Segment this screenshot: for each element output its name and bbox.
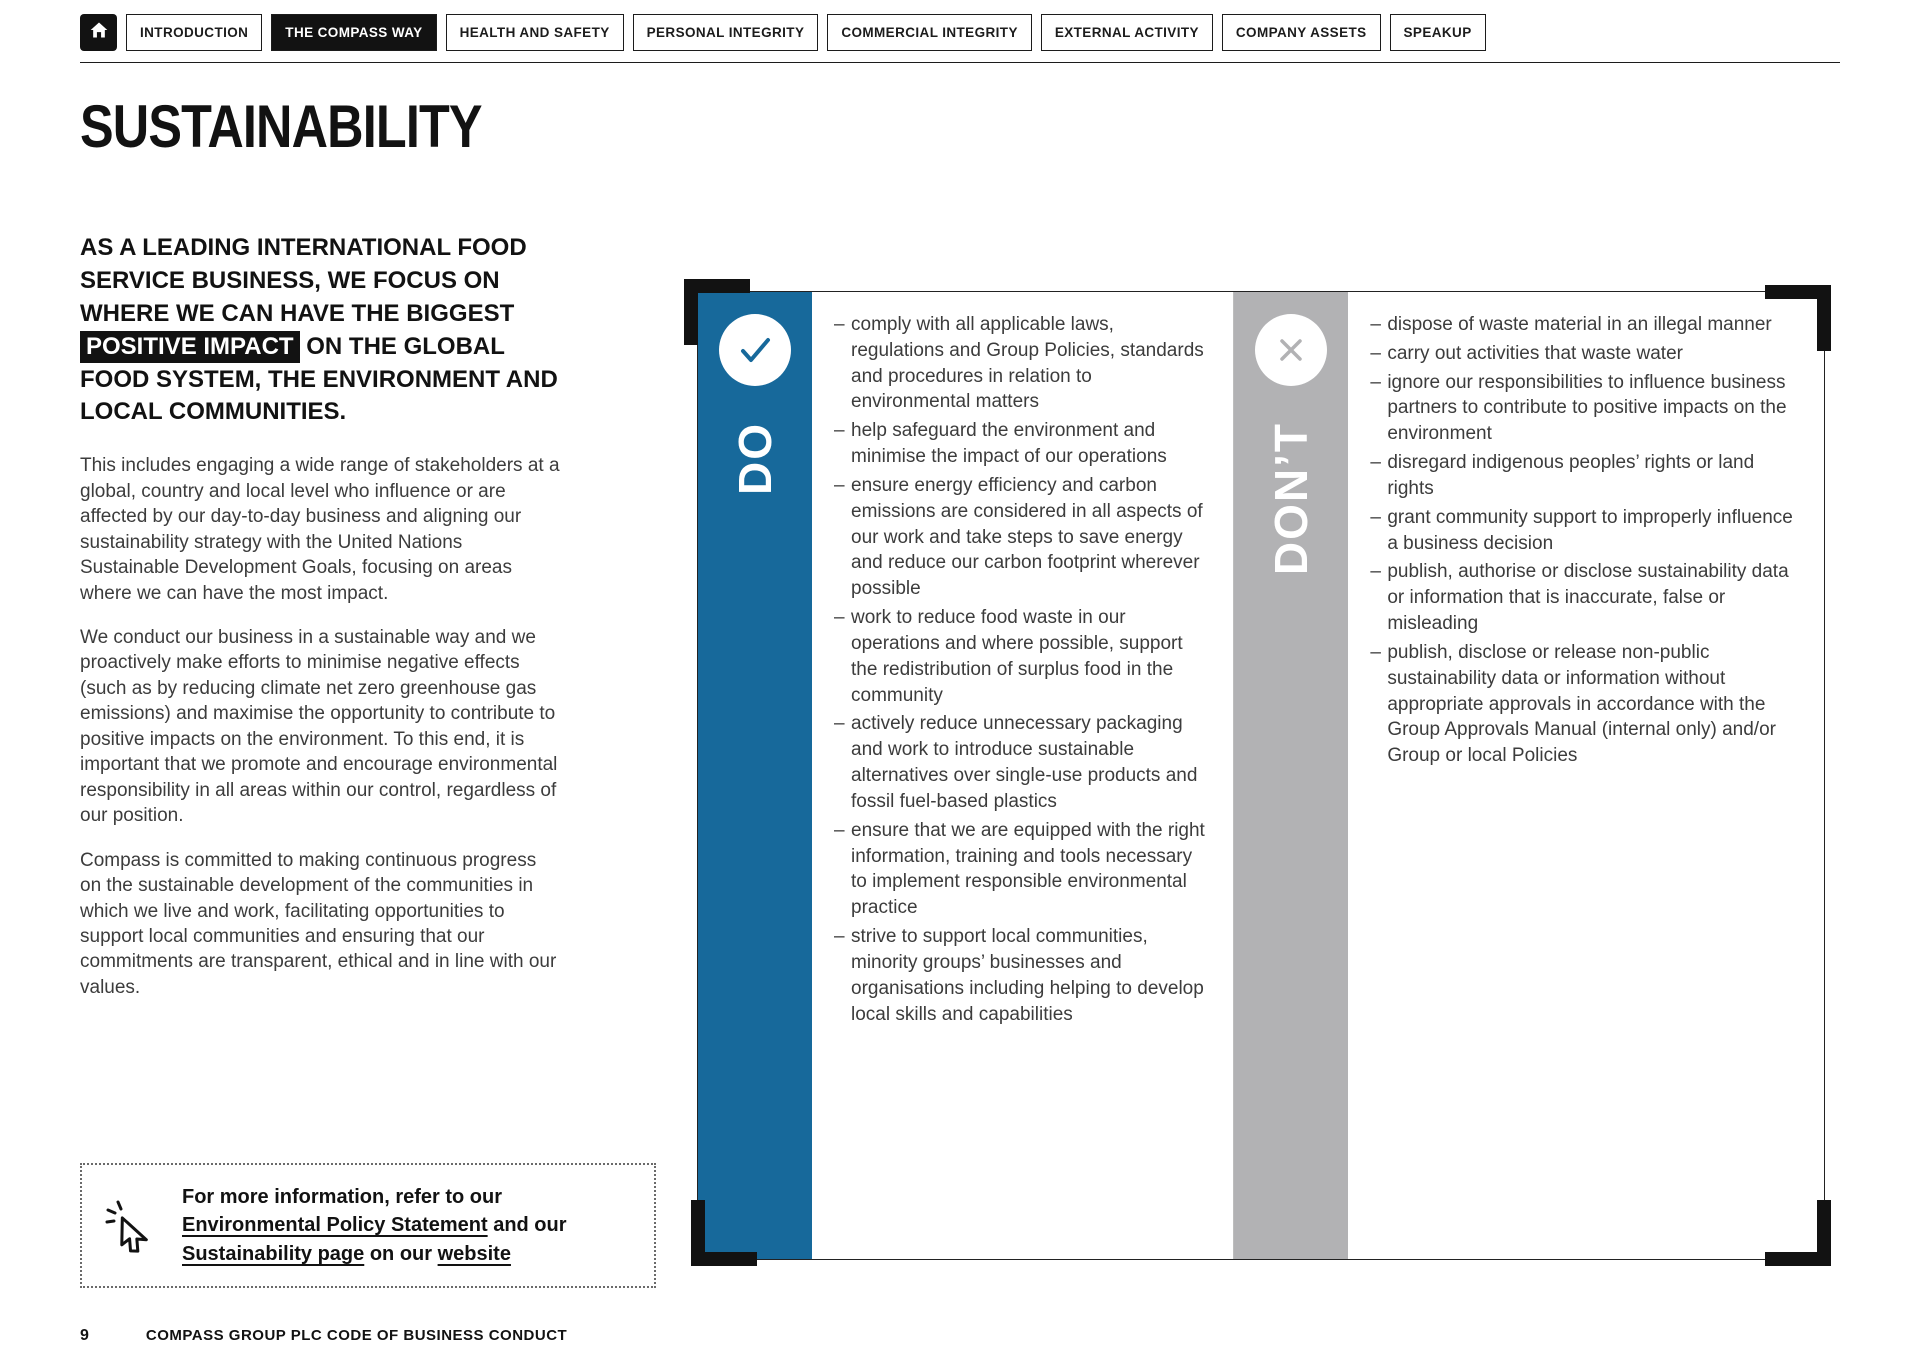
cross-icon: [1255, 314, 1327, 386]
website-link[interactable]: website: [437, 1242, 511, 1265]
intro-paragraph-1: This includes engaging a wide range of stakeholders at a global, country and local level who influence or are affected by our day-to-day business and aligning our sustainability strategy with the United Nations Sustainable Development Goals, focusing on areas where we can have the most impact.: [80, 455, 560, 604]
info-text-3: on our: [364, 1242, 438, 1265]
cursor-click-icon: [104, 1198, 160, 1254]
intro-paragraph-3: Compass is committed to making continuous progress on the sustainable development of the communities in which we live and work, facilitating opportunities to support local communities and ensuring that our commitments are transparent, ethical and in line with our values.: [80, 849, 557, 998]
do-item: – comply with all applicable laws, regulations and Group Policies, standards and procedures in relation to environmental matters: [834, 312, 1209, 415]
dont-item: – publish, disclose or release non-public sustainability data or information without appropriate approvals in accordance with the Group Approvals Manual (internal only) and/or Group or local Policies: [1370, 640, 1800, 769]
intro-paragraph-2: We conduct our business in a sustainable way and we proactively make efforts to minimise negative effects (such as by reducing climate net zero greenhouse gas emissions) and maximise the opportunity to contribute to positive impacts on the environment. To this end, it is important that we promote and encourage environmental responsibility in all areas within our control, regardless of our position.: [80, 626, 558, 827]
do-list-section: [812, 292, 1234, 1259]
tab-personal-integrity[interactable]: PERSONAL INTEGRITY: [633, 14, 819, 51]
lead-statement: [80, 232, 562, 429]
page-title: SUSTAINABILITY: [80, 93, 482, 160]
lead-highlight: POSITIVE IMPACT: [80, 331, 300, 363]
sustainability-page-link[interactable]: Sustainability page: [182, 1242, 365, 1265]
dont-list: [1370, 312, 1800, 769]
dont-sidebar: [1234, 292, 1348, 1259]
lead-text-after: ON THE GLOBAL FOOD SYSTEM, THE ENVIRONMENT AND LOCAL COMMUNITIES.: [80, 332, 558, 426]
do-item: – work to reduce food waste in our operations and where possible, support the redistribution of surplus food in the community: [834, 605, 1209, 708]
page-footer: [80, 1327, 567, 1345]
corner-bracket-bottom-left: [691, 1200, 757, 1266]
dont-item: – disregard indigenous peoples’ rights or land rights: [1370, 450, 1800, 502]
do-dont-panel: [697, 291, 1825, 1260]
tab-health-and-safety[interactable]: HEALTH AND SAFETY: [446, 14, 624, 51]
dont-item: – carry out activities that waste water: [1370, 341, 1800, 367]
top-navigation: [80, 14, 1840, 63]
info-text-2: and our: [487, 1214, 567, 1237]
dont-item: – ignore our responsibilities to influence business partners to contribute to positive impacts on the environment: [1370, 370, 1800, 447]
environmental-policy-link[interactable]: Environmental Policy Statement: [182, 1214, 488, 1237]
lead-text-before: AS A LEADING INTERNATIONAL FOOD SERVICE BUSINESS, WE FOCUS ON WHERE WE CAN HAVE THE BIGGEST: [80, 234, 527, 327]
dont-label: DON’T: [1265, 422, 1318, 576]
home-icon: [89, 20, 109, 45]
document-title: COMPASS GROUP PLC CODE OF BUSINESS CONDUCT: [145, 1327, 568, 1344]
do-label: DO: [729, 422, 781, 495]
do-list: [834, 312, 1209, 1027]
tab-external-activity[interactable]: EXTERNAL ACTIVITY: [1041, 14, 1213, 51]
tab-company-assets[interactable]: COMPANY ASSETS: [1222, 14, 1381, 51]
tab-speakup[interactable]: SPEAKUP: [1390, 14, 1486, 51]
home-button[interactable]: [80, 14, 117, 51]
tab-commercial-integrity[interactable]: COMMERCIAL INTEGRITY: [827, 14, 1032, 51]
do-item: – ensure that we are equipped with the right information, training and tools necessary to implement responsible environmental practice: [834, 818, 1209, 921]
corner-bracket-bottom-right: [1765, 1200, 1831, 1266]
page-number: 9: [80, 1327, 89, 1344]
do-item: – help safeguard the environment and minimise the impact of our operations: [834, 418, 1209, 470]
dont-item: – dispose of waste material in an illegal manner: [1370, 312, 1800, 338]
more-information-text: [182, 1183, 632, 1268]
intro-column: [80, 232, 562, 1019]
do-item: – strive to support local communities, minority groups’ businesses and organisations including helping to develop local skills and capabilities: [834, 924, 1209, 1027]
do-item: – ensure energy efficiency and carbon emissions are considered in all aspects of our work and take steps to save energy and reduce our carbon footprint wherever possible: [834, 473, 1209, 602]
dont-item: – publish, authorise or disclose sustainability data or information that is inaccurate, false or misleading: [1370, 559, 1800, 636]
do-item: – actively reduce unnecessary packaging and work to introduce sustainable alternatives over single-use products and fossil fuel-based plastics: [834, 711, 1209, 814]
more-information-box: [80, 1163, 656, 1288]
dont-list-section: [1348, 292, 1824, 1259]
info-text-1: For more information, refer to our: [182, 1186, 503, 1208]
tab-introduction[interactable]: INTRODUCTION: [126, 14, 262, 51]
dont-item: – grant community support to improperly influence a business decision: [1370, 505, 1800, 557]
tab-the-compass-way[interactable]: THE COMPASS WAY: [271, 14, 436, 51]
do-sidebar: [698, 292, 812, 1259]
corner-bracket-top-left: [684, 279, 750, 345]
